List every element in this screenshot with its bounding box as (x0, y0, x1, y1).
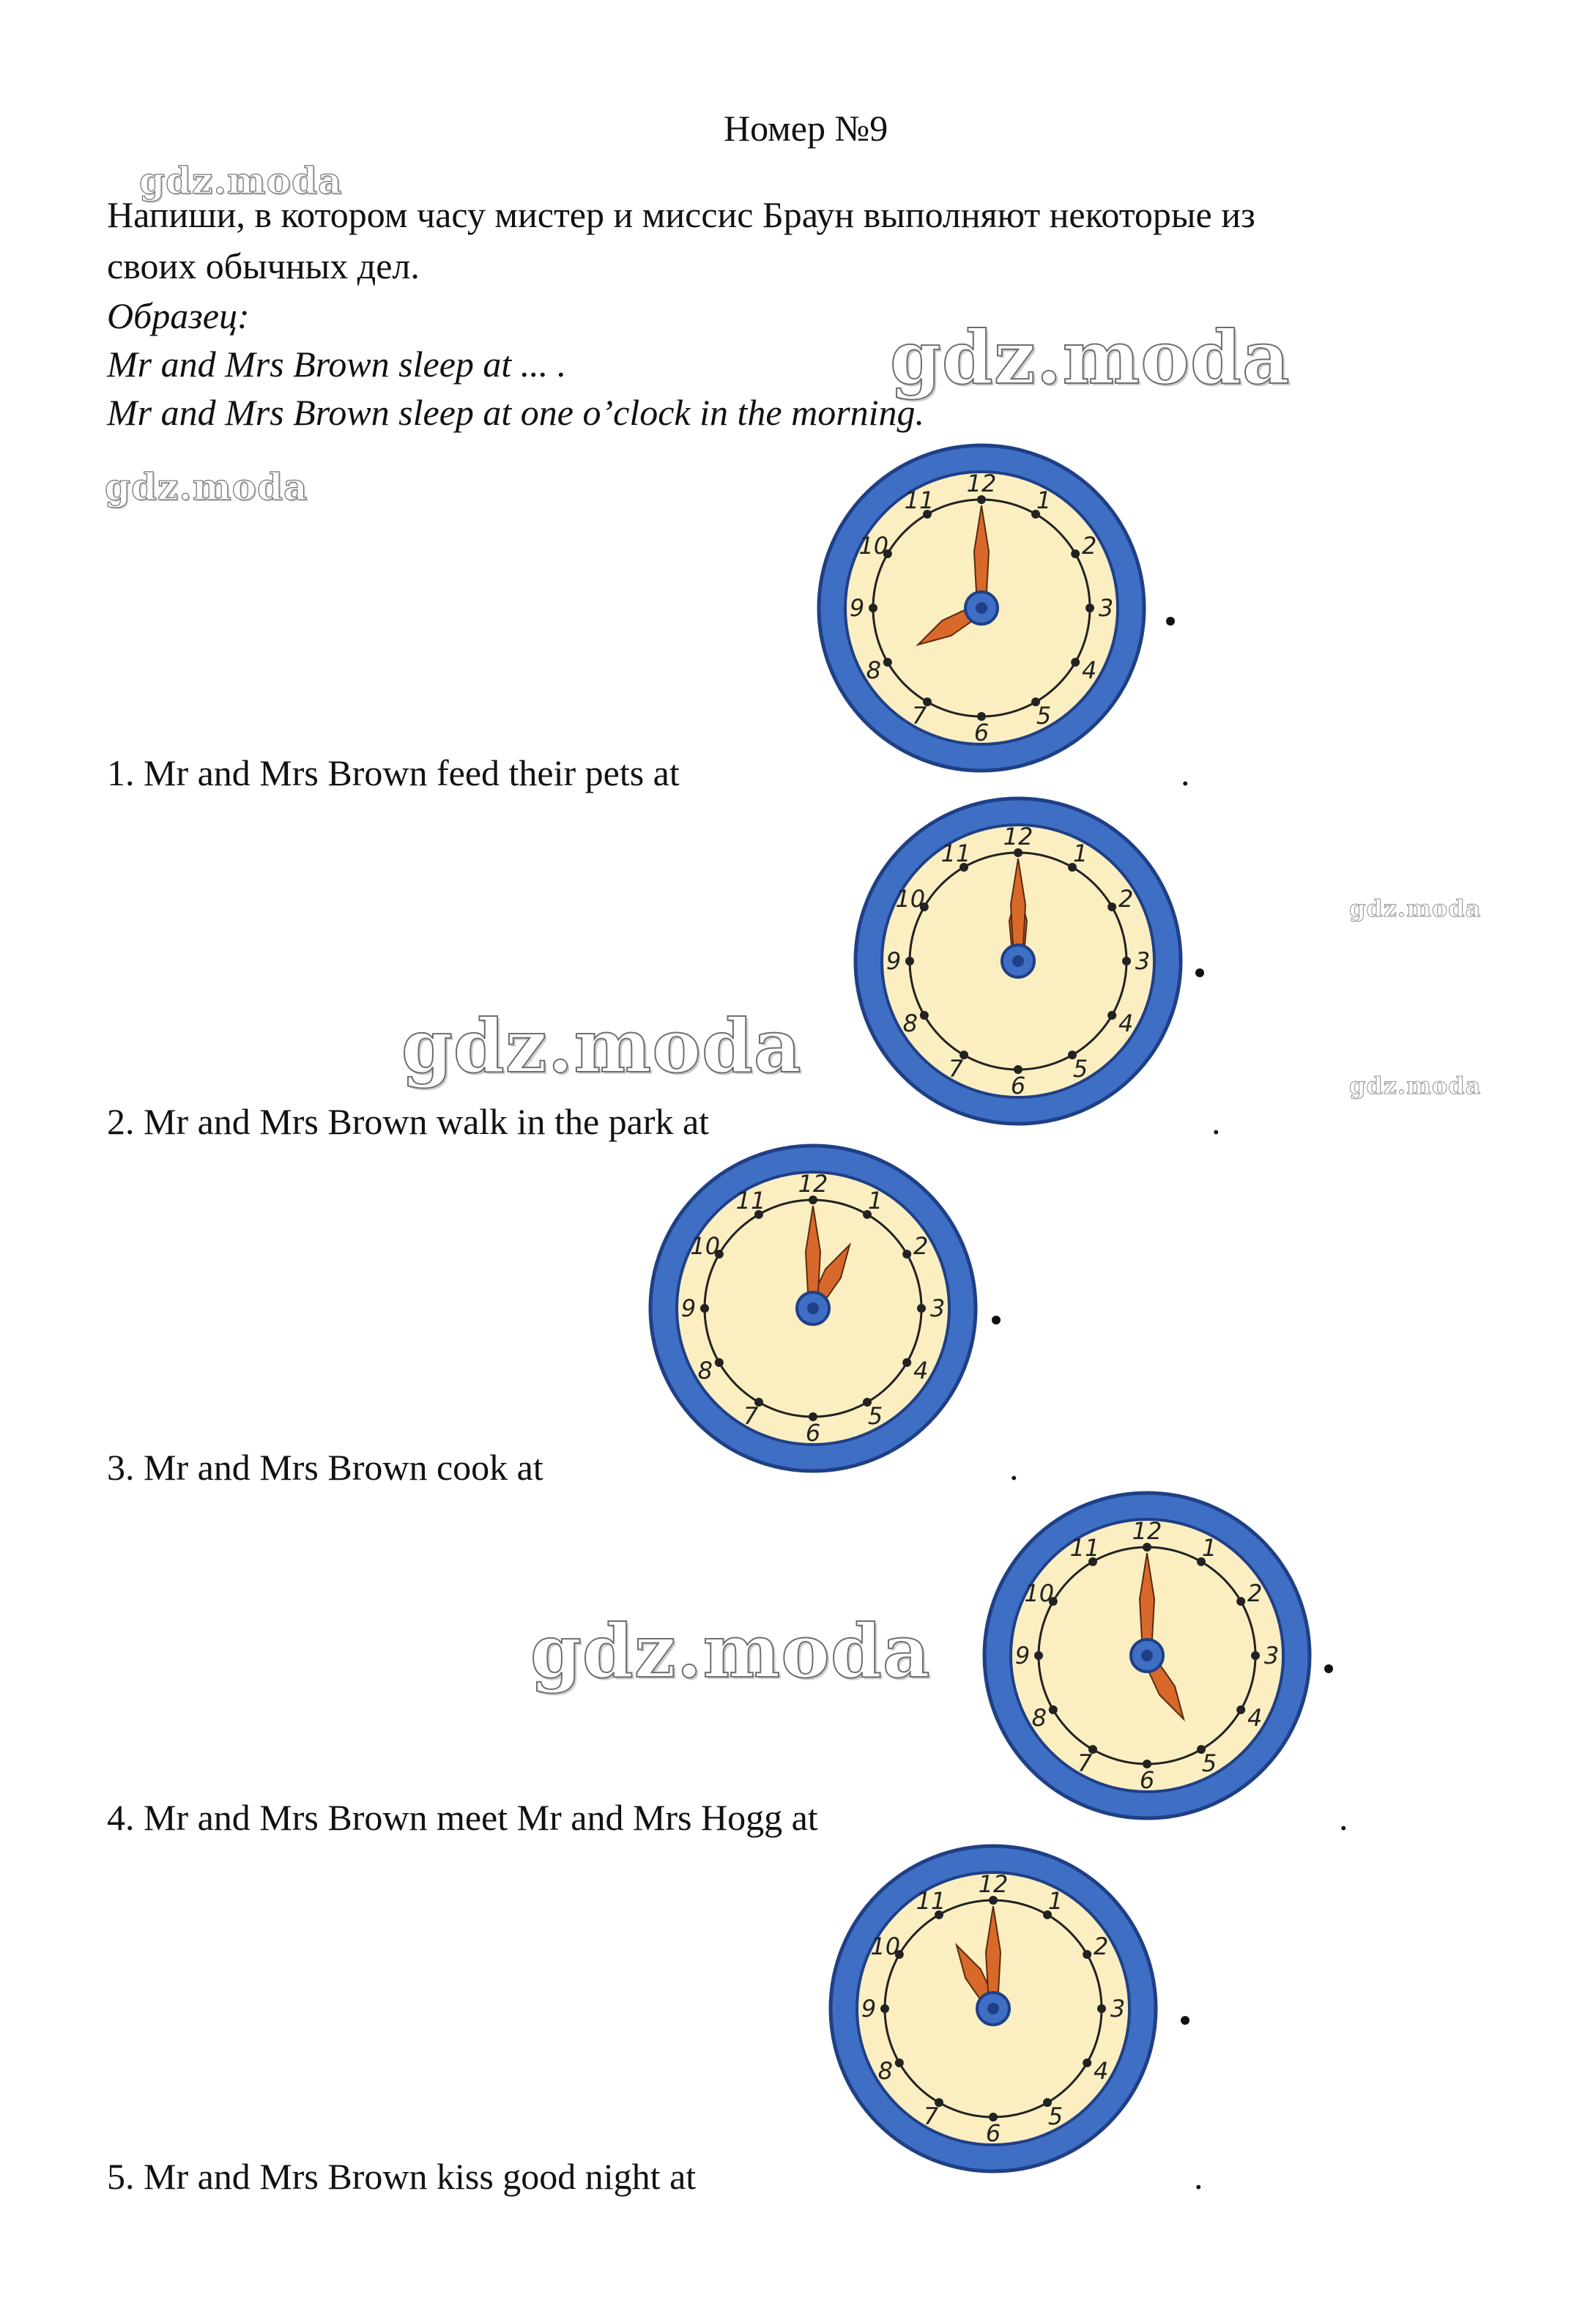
watermark: gdz.moda (890, 314, 1291, 401)
hour-number: 8 (697, 1357, 713, 1385)
hour-number: 6 (973, 719, 990, 746)
hour-number: 3 (1135, 947, 1151, 975)
hour-number: 4 (913, 1357, 929, 1385)
hour-number: 10 (870, 1932, 901, 1960)
hour-mark (883, 658, 892, 667)
hour-mark (1122, 957, 1131, 966)
hour-number: 9 (886, 947, 902, 975)
item-period: . (1211, 1101, 1221, 1142)
hour-number: 10 (690, 1232, 721, 1260)
watermark: gdz.moda (1349, 894, 1482, 922)
hour-number: 2 (1082, 532, 1097, 560)
hour-number: 6 (1139, 1766, 1155, 1794)
hour-mark (917, 1304, 926, 1313)
clock-face-svg (813, 440, 1150, 777)
instruction-line-1: Напиши, в котором часу мистер и миссис Браун выполняют некоторые из (107, 194, 1255, 235)
clock-center-dot (807, 1302, 819, 1314)
hour-number: 10 (858, 532, 889, 560)
item-period: . (1009, 1447, 1019, 1488)
clock-center-dot (976, 602, 987, 614)
clock-5-oclock (979, 1487, 1315, 1824)
hour-number: 5 (867, 1402, 883, 1431)
hour-number: 10 (1024, 1579, 1055, 1607)
hour-number: 8 (866, 656, 881, 684)
item-period: . (1194, 2156, 1203, 2197)
watermark: gdz.moda (530, 1608, 931, 1694)
clock-11-oclock (825, 1840, 1162, 2177)
hour-number: 3 (1110, 1995, 1126, 2023)
hour-mark (902, 1250, 911, 1259)
dot-mark (992, 1316, 1001, 1324)
hour-mark (715, 1358, 724, 1367)
clock-8-oclock (813, 440, 1150, 777)
hour-number: 7 (1077, 1749, 1093, 1778)
hour-mark (1097, 2004, 1106, 2013)
clock-center-dot (1012, 955, 1024, 967)
hour-number: 7 (923, 2102, 939, 2131)
watermark: gdz.moda (105, 465, 308, 508)
hour-number: 2 (1094, 1932, 1109, 1960)
instruction-line-2: своих обычных дел. (107, 245, 420, 286)
hour-number: 11 (735, 1186, 766, 1215)
hour-number: 5 (1072, 1055, 1088, 1083)
hour-number: 5 (1047, 2102, 1064, 2131)
hour-mark (920, 1011, 929, 1020)
clock-1-oclock (645, 1140, 981, 1477)
item-period: . (1181, 752, 1190, 793)
dot-mark (1324, 1664, 1333, 1673)
hour-mark (1107, 903, 1116, 911)
hour-number: 4 (1082, 656, 1097, 684)
hour-number: 6 (805, 1419, 821, 1447)
hour-number: 1 (1201, 1533, 1217, 1562)
hour-number: 1 (1072, 839, 1088, 867)
clock-face-svg (850, 793, 1187, 1130)
hour-number: 10 (895, 885, 926, 913)
hour-number: 12 (1132, 1517, 1162, 1545)
hour-mark (1083, 1950, 1091, 1959)
sample-answer: Mr and Mrs Brown sleep at one o’clock in the morning. (107, 392, 925, 433)
dot-mark (1181, 2016, 1189, 2025)
hour-number: 3 (1263, 1642, 1280, 1669)
hour-number: 12 (966, 470, 997, 497)
hour-mark (1251, 1651, 1260, 1660)
hour-number: 7 (911, 702, 927, 730)
hour-number: 11 (916, 1886, 946, 1915)
hour-number: 11 (904, 486, 935, 514)
hour-mark (905, 957, 914, 966)
hour-number: 4 (1118, 1009, 1134, 1037)
hour-number: 9 (849, 594, 865, 622)
hour-number: 5 (1036, 702, 1052, 730)
hour-number: 4 (1094, 2057, 1109, 2085)
page-title: Номер №9 (724, 108, 888, 149)
hour-mark (880, 2004, 889, 2013)
watermark: gdz.moda (139, 159, 343, 202)
hour-number: 8 (877, 2057, 893, 2085)
hour-number: 1 (1047, 1886, 1064, 1915)
hour-number: 12 (978, 1870, 1009, 1898)
clock-face-svg (825, 1840, 1162, 2177)
hour-mark (1083, 2058, 1091, 2067)
hour-number: 6 (1010, 1072, 1026, 1100)
sample-label: Образец: (107, 295, 250, 336)
hour-mark (1034, 1651, 1043, 1660)
hour-number: 9 (1014, 1642, 1031, 1669)
hour-number: 5 (1201, 1749, 1217, 1778)
hour-number: 2 (1247, 1579, 1263, 1607)
hour-number: 9 (680, 1294, 697, 1322)
hour-mark (1071, 549, 1080, 558)
hour-number: 8 (1031, 1704, 1047, 1732)
hour-number: 1 (1036, 486, 1052, 514)
exercise-item-1: 1. Mr and Mrs Brown feed their pets at (107, 752, 680, 793)
hour-number: 12 (1003, 823, 1033, 850)
hour-number: 12 (798, 1170, 828, 1198)
dot-mark (1195, 968, 1204, 977)
hour-number: 7 (743, 1402, 759, 1431)
hour-mark (1049, 1705, 1058, 1714)
hour-mark (895, 2058, 904, 2067)
hour-mark (1236, 1597, 1245, 1606)
sample-question: Mr and Mrs Brown sleep at ... . (107, 344, 567, 385)
hour-number: 4 (1247, 1704, 1263, 1732)
clock-center-dot (1141, 1650, 1153, 1661)
hour-number: 8 (902, 1009, 918, 1037)
hour-number: 3 (1098, 594, 1114, 622)
hour-mark (1107, 1011, 1116, 1020)
item-period: . (1339, 1797, 1348, 1838)
hour-number: 11 (940, 839, 971, 867)
watermark: gdz.moda (1349, 1072, 1482, 1100)
dot-mark (1166, 617, 1175, 626)
hour-mark (1085, 604, 1094, 612)
hour-number: 1 (867, 1186, 883, 1215)
clock-face-svg (645, 1140, 981, 1477)
hour-number: 2 (913, 1232, 929, 1260)
hour-number: 2 (1118, 885, 1134, 913)
hour-mark (869, 604, 877, 612)
hour-number: 3 (929, 1294, 946, 1322)
watermark: gdz.moda (401, 1003, 802, 1089)
exercise-item-4: 4. Mr and Mrs Brown meet Mr and Mrs Hogg at (107, 1797, 818, 1838)
hour-mark (1236, 1705, 1245, 1714)
hour-number: 11 (1069, 1533, 1100, 1562)
hour-number: 9 (861, 1995, 877, 2023)
hour-number: 6 (985, 2119, 1001, 2147)
clock-12-oclock (850, 793, 1187, 1130)
exercise-item-3: 3. Mr and Mrs Brown cook at (107, 1447, 543, 1488)
exercise-item-2: 2. Mr and Mrs Brown walk in the park at (107, 1101, 710, 1142)
exercise-item-5: 5. Mr and Mrs Brown kiss good night at (107, 2156, 697, 2197)
hour-mark (700, 1304, 709, 1313)
hour-mark (1071, 658, 1080, 667)
hour-mark (902, 1358, 911, 1367)
clock-center-dot (987, 2003, 999, 2015)
hour-number: 7 (948, 1055, 964, 1083)
clock-face-svg (979, 1487, 1315, 1824)
